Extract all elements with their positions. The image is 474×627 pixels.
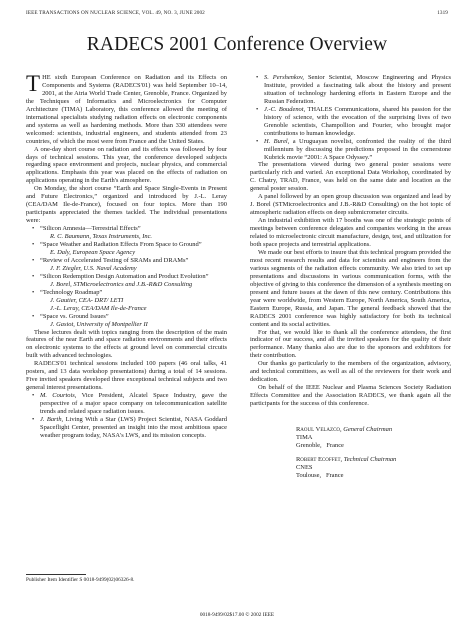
paragraph: For that, we would like to thank all the conference attendees, the first indicator of our success, and all the invited speakers for the quality of their performance. Many thanks also are due to the sponsors and exhibitors for their contribution.: [250, 328, 451, 360]
bullet-icon: •: [32, 225, 35, 233]
course-title: “Silicon Amnesia—Terrestrial Effects”: [40, 225, 141, 233]
right-column: [250, 74, 451, 480]
signatory-name: Robert Ecoffet,: [296, 456, 343, 464]
course-title: “Silicon Redemption Design Automation and Product Evolution”: [40, 272, 209, 280]
list-item: [26, 273, 227, 289]
list-item: [250, 106, 451, 138]
journal-header: IEEE TRANSACTIONS ON NUCLEAR SCIENCE, VOL. 49, NO. 3, JUNE 2002: [26, 10, 205, 16]
course-speaker: J. F. Ziegler, U.S. Naval Academy: [50, 264, 137, 272]
signatory-role: General Chairman: [341, 426, 393, 434]
course-title: “Technology Roadmap”: [40, 288, 103, 296]
paragraph: These lectures dealt with topics ranging from the description of the main features of the near Earth and space radiation environments and their effects on electronic systems to the effects at ground level on commercial circuits built with advanced technologies.: [26, 328, 227, 360]
paragraph: On behalf of the IEEE Nuclear and Plasma Sciences Society Radiation Effects Committee and the Association RADECS, we thank again all the participants for the success of this conference.: [250, 384, 451, 408]
bullet-icon: •: [32, 312, 35, 320]
bullet-icon: •: [32, 241, 35, 249]
paragraph: A panel followed by an open group discussion was organized and lead by J. Borel (STMicroelectronics and J.B.-R&D Consulting) on the hot topic of atmospheric radiation effects on deep submicrometer circuits.: [250, 193, 451, 217]
invited-speaker-list: [250, 74, 451, 161]
signatory-line: [296, 456, 451, 464]
bullet-icon: •: [256, 137, 259, 145]
signatory-role: Technical Chairman: [342, 456, 397, 464]
paragraph: An industrial exhibition with 17 booths was one of the strategic points of meetings between conference delegates and companies working in the areas related to microelectronic circuit manufacture, design, test, and utilization for both space projects and terrestrial applications.: [250, 217, 451, 249]
course-speaker: J.-L. Leray, CEA/DAM Ile-de-France: [50, 304, 147, 312]
copyright-footer: 0018-9499/02$17.00 © 2002 IEEE: [199, 612, 275, 618]
speaker-name: M. Courtois,: [40, 392, 77, 400]
bullet-icon: •: [256, 105, 259, 113]
speaker-description: THALES Communications, shared his passion for the history of science, with the evocation of the surprising lives of two Grenoble scientists, Champollion and Fourier, who brought major contributions to human knowledge.: [264, 105, 452, 137]
paragraph: On Monday, the short course “Earth and Space Single-Events in Present and Future Electronics,” organized and introduced by J.-L. Leray (CEA/DAM Ile-de-France), focused on four topics. More than 190 participants appreciated the themes tackled. The individual presentations were:: [26, 185, 227, 225]
list-item: [26, 392, 227, 416]
course-title: “Space Weather and Radiation Effects From Space to Ground”: [40, 241, 202, 249]
speaker-description: Living With a Star (LWS) Project Scientist, NASA Goddard Spaceflight Center, presented an insight into the most ambitious space weather program today, NASA's LWS, and its mission concepts.: [40, 415, 227, 439]
course-title: “Review of Accelerated Testing of SRAMs and DRAMs”: [40, 256, 189, 264]
list-item: [26, 416, 227, 440]
signatory-org: CNES: [296, 464, 313, 472]
footnote-rule: [26, 574, 86, 575]
running-header: [26, 10, 448, 20]
speaker-description: Senior Scientist, Moscow Engineering and Physics Institute, provided a fascinating talk about the history and present situation of technology hardening efforts in Eastern Europe and the Russian Federation.: [264, 74, 451, 105]
bullet-icon: •: [32, 256, 35, 264]
speaker-description: Vice President, Alcatel Space Industry, gave the perspective of a major space company on telecommunication satellite trends and related space radiation issues.: [40, 392, 227, 416]
publisher-item-identifier: Publisher Item Identifier S 0018-9499(02)06326-8.: [26, 577, 135, 583]
list-item: [26, 257, 227, 273]
course-speaker: R. C. Baumann, Texas Instruments, Inc.: [50, 233, 153, 241]
speaker-description: a Uruguayan novelist, confronted the reality of the third millennium by discussing the predictions proposed in the cornerstone Kubrick movie “2001: A Space Odyssey.”: [264, 137, 452, 161]
intro-paragraph: [26, 71, 227, 146]
signatory-name: Raoul Velazco,: [296, 426, 342, 434]
course-speaker: J. Borel, STMicroelectronics and J.B.-R&D Consulting: [50, 280, 193, 288]
paragraph: RADECS'01 technical sessions included 100 papers (46 oral talks, 41 posters, and 13 data workshop presentations) during a total of 14 sessions. Five invited speakers developed three exceptional technical subjects and two general interest presentations.: [26, 360, 227, 392]
short-course-list: [26, 225, 227, 328]
list-item: [250, 74, 451, 106]
paragraph: The presentations viewed during two general poster sessions were particularly rich and varied. An exceptional Data Workshop, coordinated by C. Chatry, TRAD, France, was held on the same date and location as the general poster session.: [250, 161, 451, 193]
list-item: [250, 138, 451, 162]
bullet-icon: •: [256, 74, 259, 81]
course-speaker: J. Gasiot, University of Montpellier II: [50, 320, 148, 328]
signatory-org: TIMA: [296, 434, 313, 442]
signatory-location: Toulouse, France: [296, 472, 344, 480]
speaker-name: J.-C. Boudenot,: [264, 105, 306, 113]
left-column: [26, 71, 227, 440]
list-item: [26, 289, 227, 313]
list-item: [26, 225, 227, 241]
page-number: 1319: [437, 10, 448, 16]
paragraph: Our thanks go particularly to the members of the organization, advisory, and technical committees, as well as all of the reviewers for their work and dedication.: [250, 360, 451, 384]
paragraph: We made our best efforts to insure that this technical program provided the most recent research results and data for scientists and engineers from the various segments of the radiation effects community. We also tried to set up presentations and discussions in various communication forms, with the objective of giving to this conference the dimension of a synthesis meeting on present and future issues at the dawn of this new century. Contributions this year were worldwide, from Western Europe, North America, South America, Eastern Europe, Russia, and Japan. The general feedback showed that the RADECS 2001 conference was highly satisfactory for both its technical content and its social activities.: [250, 248, 451, 328]
course-title: “Space vs. Ground Issues”: [40, 312, 109, 320]
bullet-icon: •: [32, 272, 35, 280]
bullet-icon: •: [32, 392, 35, 400]
speaker-name: J. Barth,: [40, 415, 64, 423]
invited-speaker-list: [26, 392, 227, 440]
bullet-icon: •: [32, 415, 35, 423]
speaker-name: H. Burel,: [264, 137, 290, 145]
course-speaker: E. Daly, European Space Agency: [50, 248, 136, 256]
signatory-line: [296, 426, 451, 434]
speaker-name: S. Pershenkov,: [264, 74, 304, 81]
bullet-icon: •: [32, 288, 35, 296]
article-title: RADECS 2001 Conference Overview: [86, 34, 388, 55]
intro-text: HE sixth European Conference on Radiation and its Effects on Components and Systems (RADECS'01) was held September 10–14, 2001, at the Atria World Trade Center, Grenoble, France. Organized by the Techniques of Informatics and Microelectronics for Computer Architecture (TIMA) Laboratory, this conference allowed the meeting of international specialists studying radiation effects on electronic components and systems as well as hardening methods. More than 330 attendees were welcomed: scientists, industrial engineers, and students attended from 23 countries, of which the most were from France and the United States.: [26, 74, 227, 145]
course-speaker: J. Gautier, CEA- DRT/ LETI: [50, 296, 124, 304]
signatory-location: Grenoble, France: [296, 442, 344, 450]
dropcap: T: [26, 71, 41, 96]
list-item: [26, 241, 227, 257]
list-item: [26, 313, 227, 329]
paragraph: A one-day short course on radiation and its effects was followed by four days of technical sessions. This year, the conference developed subjects regarding space environment and projects, nuclear physics, and commercial applications. Emphasis this year was placed on the effects of radiation on applications operating in the Earth's atmosphere.: [26, 145, 227, 185]
signature-block: [250, 426, 451, 480]
